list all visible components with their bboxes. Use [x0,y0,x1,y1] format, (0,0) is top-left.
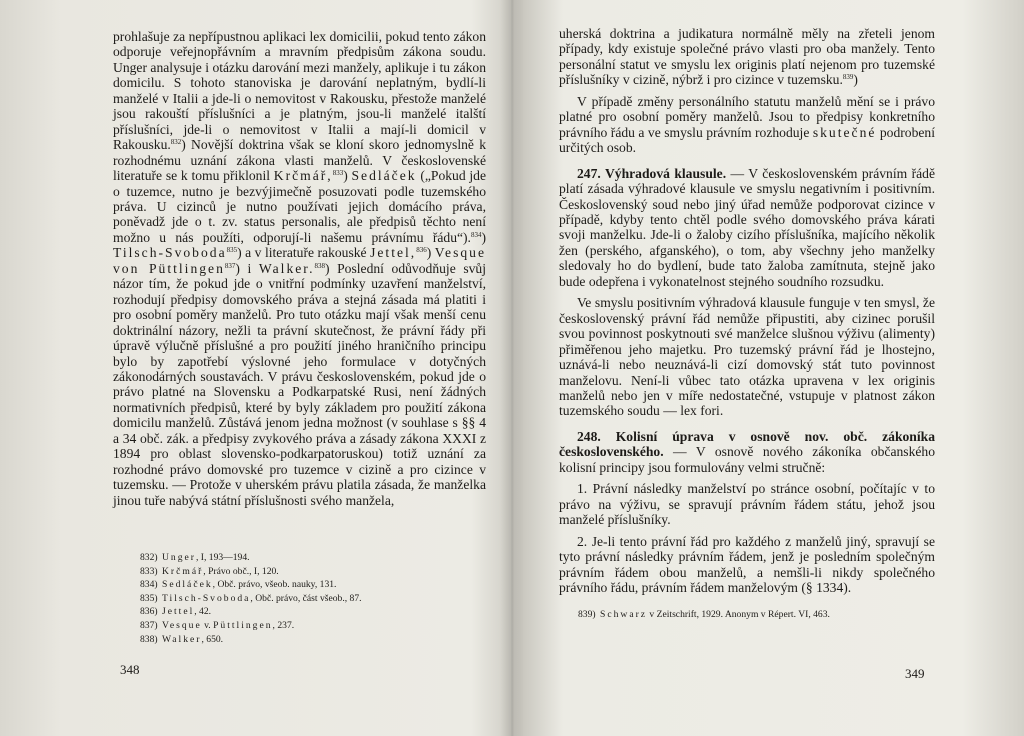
spaced-name: Schwarz [600,609,648,620]
footnote-marker: 837 [224,261,236,270]
text-run: v Zeitschrift, 1929. Anonym v Répert. VI, 463. [647,609,830,620]
spaced-name: Jettel [370,245,411,261]
left-page [0,0,510,736]
section-heading: 247. Výhradová klausule. [577,165,727,181]
spaced-name: Krčmář [273,168,328,184]
footnote-number: 834) [140,579,158,591]
text-run: , Právo obč., I, 120. [203,565,279,577]
spaced-name: , [327,168,333,184]
footnote-number: 832) [140,552,158,563]
text-run: ) i [235,260,259,276]
footnote-marker: 834 [470,230,482,239]
text-run: podrobení určitých osob. [559,124,935,156]
text-run: 1. Právní následky manželství po stránce osobní, počítajíc v to právo na výživu, se spravují právním řádem státu, jehož jsou manželé příslušníky. [559,481,935,528]
footnote [140,592,480,606]
footnote [140,605,480,619]
text-run: Ve smyslu positivním výhradová klausule funguje v ten smysl, že československý právní řád nemůže připustiti, aby cizinec porušil svou povinnost poskytnouti své manželce slušnou výživu (alimenty) přiměřenou jeho majetku. Pro tuzemský právní řád je lhostejno, uznává-li nebo neuznává-li cizí domovský stát tuto povinnost manželovu. Není-li vůbec tato otázka upravena v lex originis manželů nebo jen v míře nedostatečné, vstupuje v platnost zákon tuzemského soudu — lex fori. [559,295,935,419]
footnote-number: 835) [140,592,158,604]
section-heading: 248. Kolisní úprava v osnově nov. obč. zákoníka československého. [559,428,935,460]
footnote-marker: 832 [170,138,182,147]
spaced-name: skutečné [812,124,877,140]
footnote-marker: 838 [314,261,325,270]
text-run: , I, 193—194. [195,552,250,563]
text-run: ) Novější doktrina však se kloní skoro jednomyslně k rozhodnému uznání zákona vlasti manželů. V československé literatuře se k tomu přiklonil [113,137,486,184]
left-page-number: 348 [120,662,140,677]
footnote-marker: 835 [226,246,238,255]
spaced-name: Krčmář [162,565,204,577]
spaced-name: Püttlingen [213,619,273,631]
text-run: , 650. [201,633,224,645]
text-run: uherská doktrina a judikatura normálně měly na zřeteli jenom případy, kdy existuje společné právo vlasti pro oba manžely. Tento personální statut ve smyslu lex originis platí nejenom pro tuzemské příslušníky v cizině, nýbrž i pro cizince v tuzemsku. [559,26,935,88]
text-run: ) [426,245,435,261]
spaced-name: Vesque [162,619,202,631]
footnote [140,619,480,633]
text-run: ) a v literatuře rakouské [237,245,371,261]
text-run: ) [481,229,486,245]
spaced-name: Walker [162,633,202,645]
spaced-name: Walker [258,260,310,276]
paragraph [559,94,935,156]
left-footnotes [140,551,480,646]
spaced-name: Tilsch-Svoboda [113,245,227,261]
footnote-marker: 833 [332,169,344,178]
footnote [140,633,480,647]
paragraph [559,166,935,290]
footnote-number: 836) [140,606,158,618]
footnote [140,565,480,579]
text-run: ) [853,72,858,88]
footnote-number: 833) [140,565,158,577]
spaced-name: Unger [162,552,196,563]
footnote-number: 838) [140,633,158,645]
footnote-marker: 836 [416,246,427,255]
text-run: — V osnově nového zákoníka občanského kolisní principy jsou formulovány velmi stručně: [559,444,935,475]
text-run: , 42. [194,606,212,618]
spaced-name: Jettel [162,606,195,618]
text-run: ) [343,168,352,184]
text-run: prohlašuje za nepřípustnou aplikaci lex domicilii, pokud tento zákon odporuje veřejnopřávním a mravním předpisům zákona soudu. Unger analysuje i otázku darování mezi manžely, aplikuje i tu zákon domicilu. S tohoto stanoviska je darování neplatným, bydlí-li manželé v Italii a jde-li o nemovitost v Rakousku, přestože manželé jsou rakouští příslušníci a je platným, jsou-li manželé italští příslušníci, jde-li o nemovitost v Italii a mají-li domicil v Rakousku. [113,29,486,153]
text-run: , Obč. právo, část všeob., 87. [250,592,362,604]
text-run: , 237. [272,619,295,631]
spaced-name: Sedláček [351,168,417,184]
footnote-number: 839) [578,609,596,620]
spaced-name: Sedláček [162,579,213,591]
paragraph [559,481,935,527]
spaced-name: Vesque von Püttlingen [113,245,486,276]
right-page [514,0,1024,736]
footnote-marker: 839 [842,73,854,82]
text-run: („Pokud jde o tuzemce, nutno je bezvýjimečně posuzovati podle tuzemského práva. U cizinců je nutno používati jejich domácího práva, poněvadž jde o t. zv. status personalis, ale předpisů těchto není možno u nás použíti, odporují-li našemu právnímu řádu“). [113,168,487,245]
paragraph [559,534,935,596]
paragraph [559,429,935,475]
text-run: 2. Je-li tento právní řád pro každého z manželů jiný, spravují se tyto právní následky právním řádem, jenž je posledním společným právním řádem obou manželů, a nemšli-li nikdy společného právního řádu, právním řádem manželovým (§ 1334). [559,533,935,595]
paragraph [559,26,935,88]
text-run: ) Poslední odůvodňuje svůj názor tím, že pokud jde o vnitřní podmínky uzavření manželství, rozhodují předpisy domovského práva a stejná zásada má platiti i pro osobní poměry manželů. Pro tuto otázku mají však menší cenu doktrinální názory, nežli ta právní skutečnost, že právní řády při úpravě výlučně příslušné a pro použití jiného hraničního principu bylo by zapotřebí výslovné jeho formulace v dotyčných zákonodárných soustavách. V právu československém, pokud jde o právo platné na Slovensku a Podkarpatské Rusi, není žádných normativních předpisů, které by byly základem pro použití zákona domicilu manželů. Zůstává jenom jedna možnost (v souhlase s §§ 4 a 34 obč. zák. a předpisy zvykového práva a zásady zákona XXXI z 1894 pro oblast slovensko-podkarpatoruskou) totiž uznání za rozhodné právo domovské pro tuzemce v cizině a pro cizince v tuzemsku. — Protože v uherském právu platila zásada, že manželka jinou tuře nabývá státní příslušnosti svého manžela, [113,260,486,508]
text-run: v. [201,619,214,631]
text-run: , Obč. právo, všeob. nauky, 131. [212,579,337,591]
paragraph [559,295,935,419]
paragraph [113,29,486,508]
footnote [578,608,938,622]
text-run: — V československém právním řádě platí zásada výhradové klausule ve smyslu negativním i positivním. Československý soud nebo jiný úřad nemůže podporovat cizince v případě, kdyby tento chtěl podle svého domovského práva kárati svoji manželku. Jde-li o žaloby cizího příslušníka, majícího několik žen (perského, afganského), o tom, aby všechny jeho manželky sledovaly ho do bydlení, bude tato žaloba zamítnuta, stejně jako bude odepřena i vykonatelnost stejného soudního rozsudku. [559,165,935,289]
footnote [140,578,480,592]
text-run: V případě změny personálního statutu manželů mění se i právo platné pro osobní poměry manželů. Jsou to předpisy konkretního právního řádu a ve smyslu právním rozhoduje [559,93,935,140]
spaced-name: , [410,245,417,261]
spaced-name: . [309,260,315,276]
footnote-number: 837) [140,619,158,631]
right-body-text [559,26,935,595]
left-body-text [113,29,486,508]
right-footnotes [578,608,938,622]
footnote [140,551,480,565]
spaced-name: Tilsch-Svoboda [162,592,251,604]
right-page-number: 349 [905,666,925,681]
